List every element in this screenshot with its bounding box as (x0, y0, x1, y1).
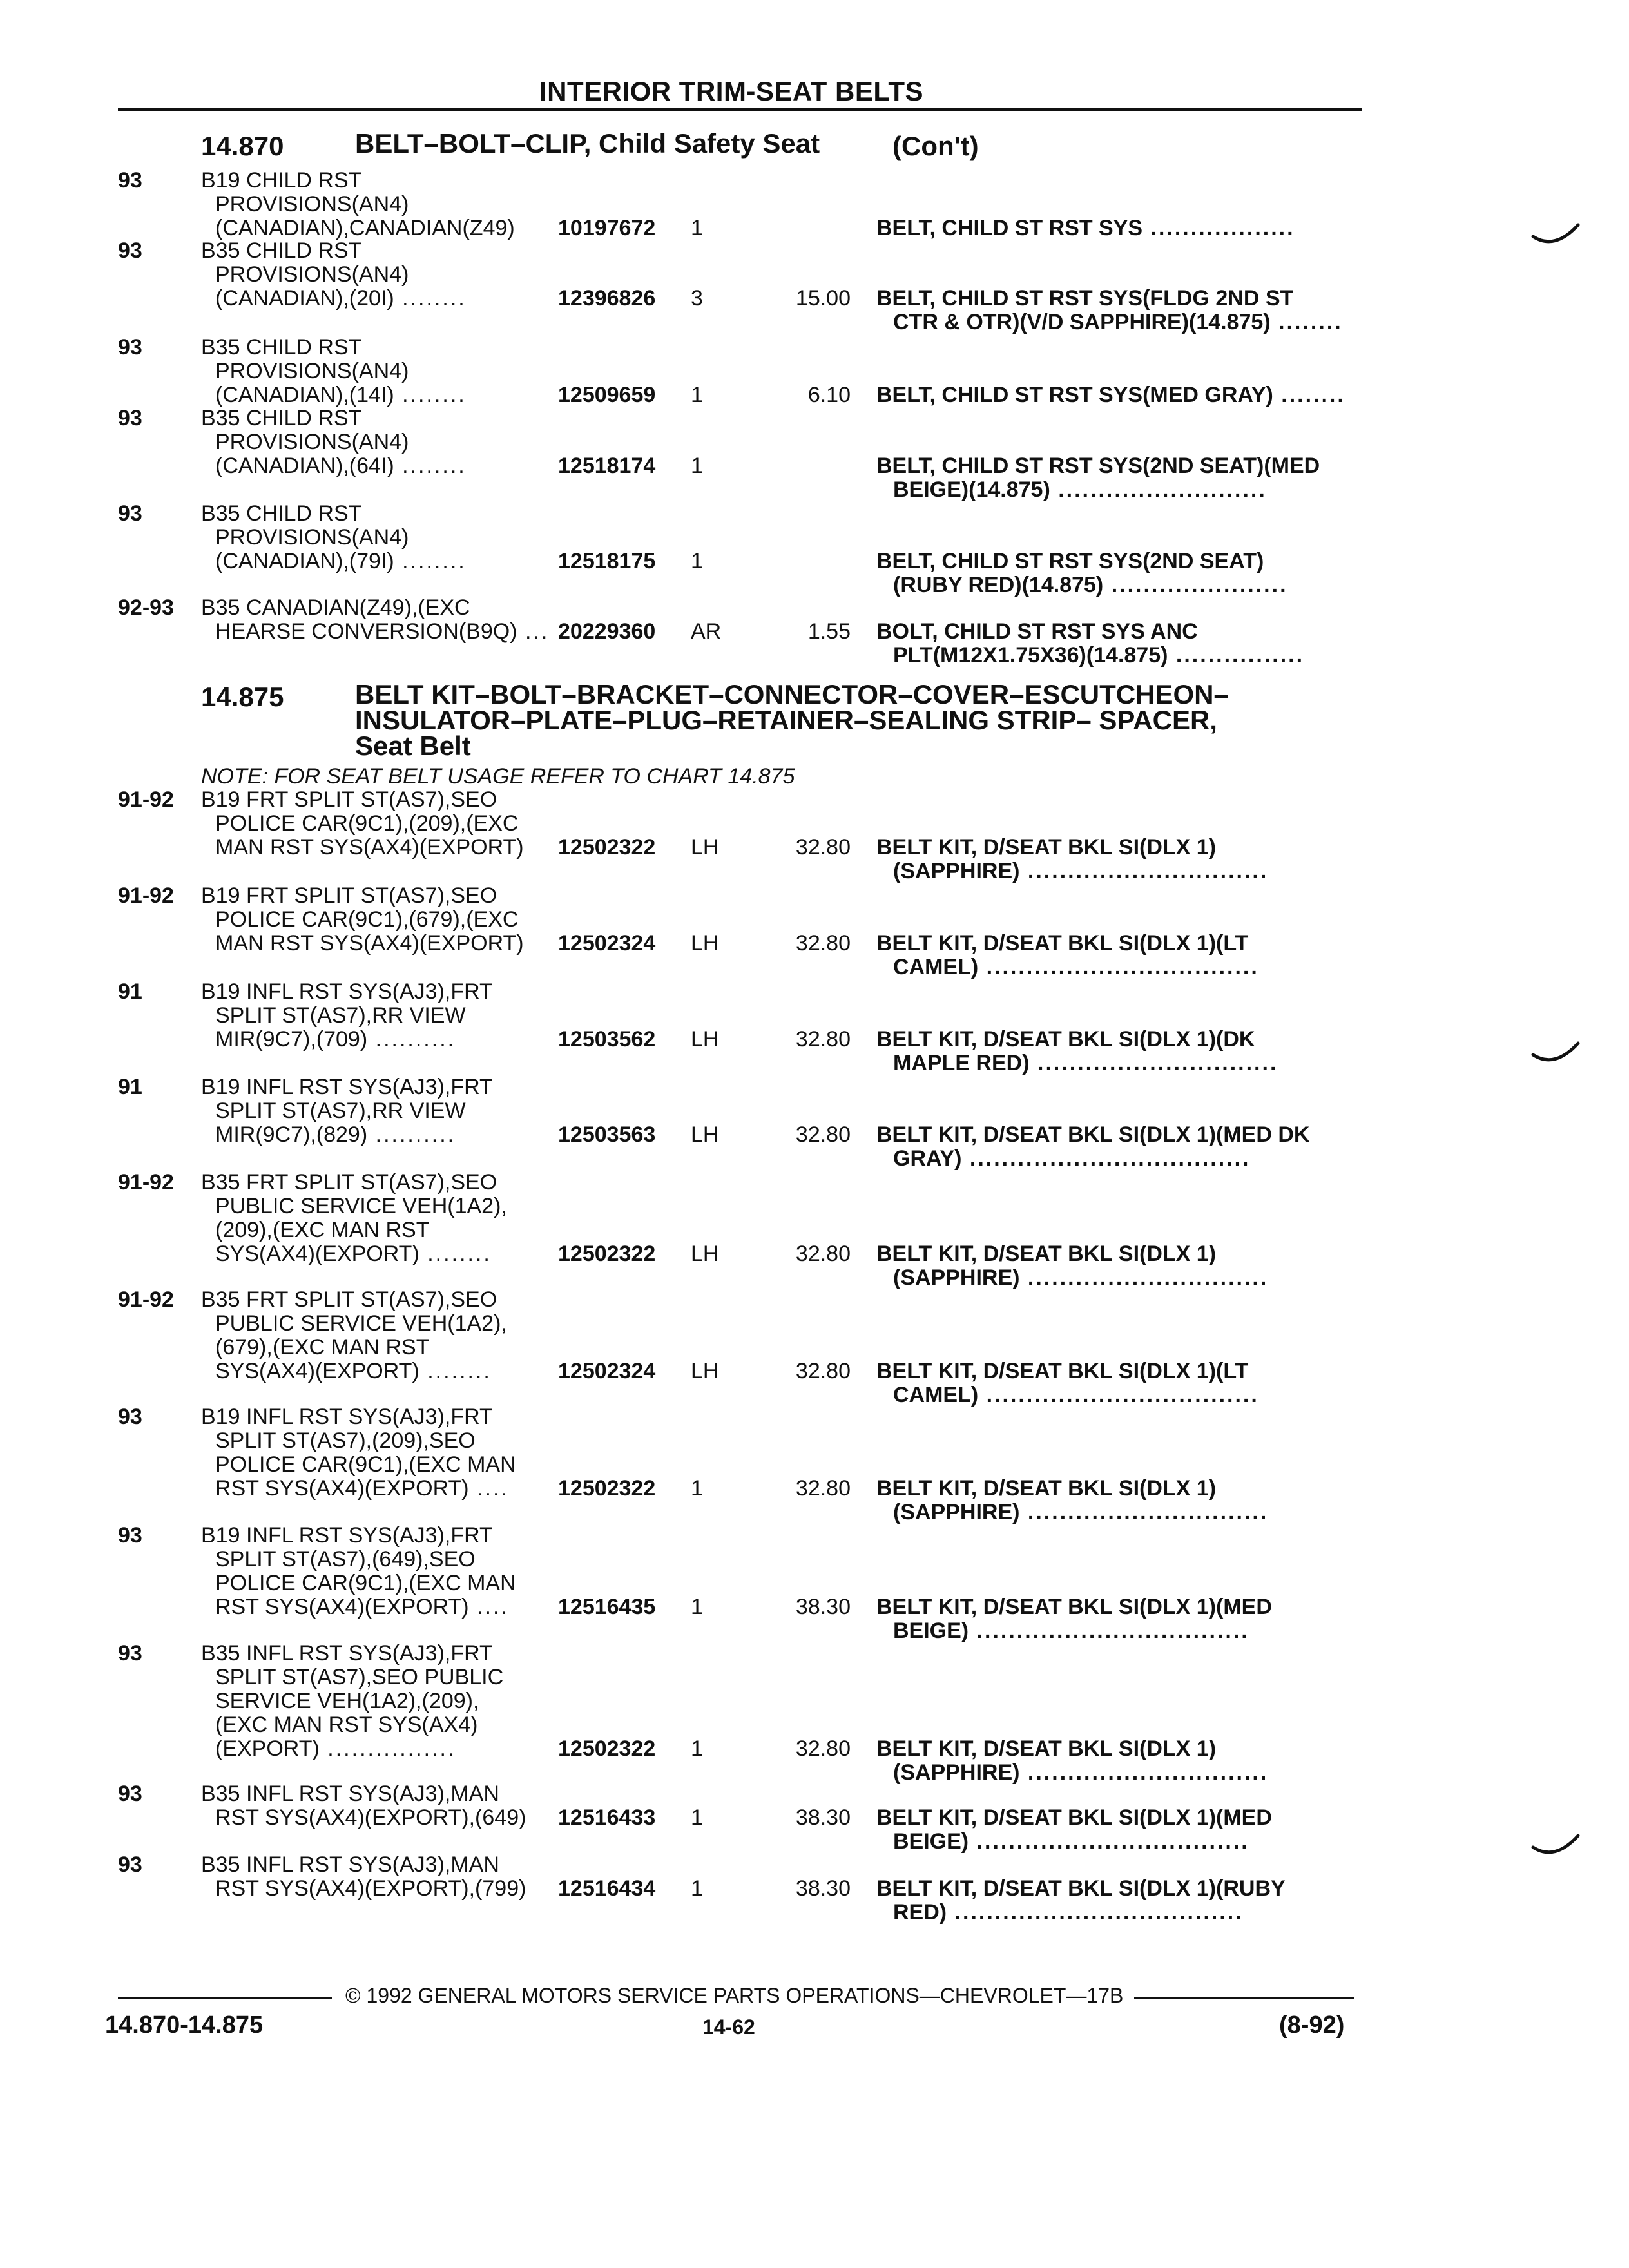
price: 38.30 (795, 1805, 851, 1830)
usage-line: RST SYS(AX4)(EXPORT),(799) (215, 1876, 526, 1901)
usage-line: SYS(AX4)(EXPORT) ........ (215, 1242, 492, 1266)
price: 32.80 (795, 1027, 851, 1052)
usage-line: B35 CHILD RST (201, 238, 362, 263)
part-name-line: BELT KIT, D/SEAT BKL SI(DLX 1) (876, 835, 1217, 860)
usage-line: MAN RST SYS(AX4)(EXPORT) (215, 835, 524, 860)
quantity: 1 (691, 549, 703, 573)
part-name-line: BELT KIT, D/SEAT BKL SI(DLX 1)(RUBY (876, 1876, 1286, 1901)
price: 32.80 (795, 931, 851, 956)
price: 15.00 (795, 286, 851, 311)
usage-line: POLICE CAR(9C1),(679),(EXC (215, 907, 519, 932)
usage-line: B35 INFL RST SYS(AJ3),FRT (201, 1641, 493, 1666)
leader-dots: ........ (1270, 310, 1343, 334)
check-mark-icon (1530, 1833, 1582, 1859)
leader-dots: .................................... (947, 1900, 1244, 1925)
quantity: LH (691, 1027, 719, 1052)
usage-description (201, 1782, 555, 1830)
usage-line: B19 INFL RST SYS(AJ3),FRT (201, 1405, 493, 1429)
footer-section-range: 14.870-14.875 (105, 2012, 264, 2039)
usage-line: (679),(EXC MAN RST (215, 1335, 430, 1360)
part-name (876, 1737, 1268, 1785)
section-title (355, 679, 1229, 761)
usage-line: (CANADIAN),(64I) ........ (215, 454, 467, 478)
quantity: 1 (691, 1736, 703, 1761)
model-year: 93 (118, 501, 142, 526)
part-number: 12502324 (558, 1359, 656, 1383)
part-number: 12502322 (558, 1242, 656, 1266)
usage-description (201, 239, 555, 311)
usage-line: (209),(EXC MAN RST (215, 1218, 430, 1242)
quantity: LH (691, 1122, 719, 1147)
part-name-line: (RUBY RED)(14.875) ...................... (893, 573, 1288, 597)
leader-dots: ........ (394, 549, 467, 573)
part-name-line: BEIGE) .................................. (893, 1619, 1249, 1643)
part-name-line: (SAPPHIRE) .............................. (893, 1265, 1269, 1290)
usage-description (201, 169, 555, 240)
part-name-line: GRAY) ................................... (893, 1146, 1251, 1171)
model-year: 91-92 (118, 883, 174, 908)
part-name-line: BELT KIT, D/SEAT BKL SI(DLX 1) (876, 1736, 1217, 1761)
usage-description (201, 788, 555, 860)
part-name-line: (SAPPHIRE) .............................. (893, 1760, 1269, 1785)
model-year: 93 (118, 238, 142, 263)
leader-dots: ........ (394, 286, 467, 311)
section-title-line: BELT KIT–BOLT–BRACKET–CONNECTOR–COVER–ESCUTCHEON– (355, 679, 1229, 709)
part-name (876, 1242, 1268, 1290)
part-name-line: BELT, CHILD ST RST SYS(MED GRAY) ........ (876, 383, 1345, 407)
quantity: LH (691, 1359, 719, 1383)
usage-line: MIR(9C7),(829) .......... (215, 1122, 456, 1147)
leader-dots: .............................. (1019, 859, 1269, 883)
part-name (876, 287, 1343, 334)
leader-dots: .................................. (969, 1829, 1249, 1854)
usage-line: HEARSE CONVERSION(B9Q) ... (215, 619, 550, 644)
section-title-line: Seat Belt (355, 731, 471, 761)
part-name-line: BELT KIT, D/SEAT BKL SI(DLX 1)(DK (876, 1027, 1255, 1052)
usage-line: (CANADIAN),(79I) ........ (215, 549, 467, 573)
part-name (876, 216, 1295, 240)
leader-dots: ................................... (961, 1146, 1251, 1171)
part-name (876, 1360, 1259, 1407)
usage-line: PROVISIONS(AN4) (215, 430, 409, 454)
usage-description (201, 1524, 555, 1619)
usage-line: B35 CHILD RST (201, 501, 362, 526)
header-rule (118, 108, 1362, 111)
usage-line: SPLIT ST(AS7),RR VIEW (215, 1099, 466, 1123)
usage-note: NOTE: FOR SEAT BELT USAGE REFER TO CHART 14.875 (201, 764, 795, 789)
model-year: 93 (118, 1782, 142, 1806)
usage-line: B19 CHILD RST (201, 168, 362, 193)
usage-line: SPLIT ST(AS7),(209),SEO (215, 1428, 476, 1453)
part-name (876, 1806, 1272, 1854)
usage-description (201, 884, 555, 956)
part-number: 12518175 (558, 549, 656, 573)
usage-description (201, 1288, 555, 1383)
usage-line: B35 FRT SPLIT ST(AS7),SEO (201, 1170, 497, 1195)
price: 32.80 (795, 1476, 851, 1501)
part-name (876, 932, 1259, 979)
part-name-line: BELT, CHILD ST RST SYS .................. (876, 216, 1295, 240)
part-name-line: BELT, CHILD ST RST SYS(FLDG 2ND ST (876, 286, 1294, 311)
price: 1.55 (807, 619, 851, 644)
price: 38.30 (795, 1876, 851, 1901)
usage-description (201, 336, 555, 407)
part-name-line: RED) .................................... (893, 1900, 1244, 1925)
quantity: LH (691, 1242, 719, 1266)
footer-rule-left (118, 1997, 332, 1999)
usage-line: PUBLIC SERVICE VEH(1A2), (215, 1194, 507, 1218)
model-year: 91-92 (118, 1287, 174, 1312)
usage-description (201, 980, 555, 1052)
part-name (876, 836, 1268, 883)
price: 32.80 (795, 1359, 851, 1383)
usage-line: PROVISIONS(AN4) (215, 192, 409, 216)
usage-description (201, 1853, 555, 1901)
section-title: BELT–BOLT–CLIP, Child Safety Seat (355, 128, 820, 159)
part-name-line: CAMEL) .................................. (893, 955, 1259, 979)
leader-dots: ........ (419, 1359, 492, 1383)
quantity: AR (691, 619, 722, 644)
footer-rule-right (1134, 1997, 1354, 1999)
part-name-line: CAMEL) .................................. (893, 1383, 1259, 1407)
price: 32.80 (795, 1736, 851, 1761)
model-year: 91-92 (118, 787, 174, 812)
leader-dots: .... (468, 1595, 509, 1619)
usage-description (201, 1075, 555, 1147)
part-name-line: (SAPPHIRE) .............................. (893, 1500, 1269, 1524)
usage-line: SPLIT ST(AS7),SEO PUBLIC (215, 1665, 504, 1689)
leader-dots: .............................. (1019, 1500, 1269, 1524)
usage-line: RST SYS(AX4)(EXPORT) .... (215, 1595, 509, 1619)
usage-line: (CANADIAN),(14I) ........ (215, 383, 467, 407)
part-number: 10197672 (558, 216, 656, 240)
leader-dots: ........ (1273, 383, 1345, 407)
usage-line: B35 INFL RST SYS(AJ3),MAN (201, 1852, 499, 1877)
leader-dots: ...................... (1103, 573, 1288, 597)
usage-description (201, 1642, 555, 1761)
quantity: 1 (691, 1595, 703, 1619)
usage-line: (CANADIAN),CANADIAN(Z49) (215, 216, 515, 240)
leader-dots: .... (468, 1476, 509, 1501)
usage-line: B19 FRT SPLIT ST(AS7),SEO (201, 883, 497, 908)
part-name-line: BELT KIT, D/SEAT BKL SI(DLX 1)(MED DK (876, 1122, 1310, 1147)
part-name-line: MAPLE RED) .............................. (893, 1051, 1278, 1075)
usage-line: B19 FRT SPLIT ST(AS7),SEO (201, 787, 497, 812)
leader-dots: .................................. (978, 1383, 1259, 1407)
part-name-line: BELT, CHILD ST RST SYS(2ND SEAT)(MED (876, 454, 1320, 478)
leader-dots: ........ (394, 383, 467, 407)
part-name-line: BELT, CHILD ST RST SYS(2ND SEAT) (876, 549, 1264, 573)
price: 32.80 (795, 1242, 851, 1266)
part-number: 12503562 (558, 1027, 656, 1052)
part-number: 12502322 (558, 1736, 656, 1761)
leader-dots: .................................. (969, 1619, 1249, 1643)
usage-line: MIR(9C7),(709) .......... (215, 1027, 456, 1052)
usage-line: RST SYS(AX4)(EXPORT) .... (215, 1476, 509, 1501)
usage-line: SPLIT ST(AS7),RR VIEW (215, 1003, 466, 1028)
part-name (876, 454, 1320, 502)
usage-line: B19 INFL RST SYS(AJ3),FRT (201, 1075, 493, 1099)
usage-line: (EXPORT) ................ (215, 1736, 456, 1761)
usage-line: B35 CHILD RST (201, 335, 362, 360)
usage-line: (EXC MAN RST SYS(AX4) (215, 1713, 478, 1737)
usage-line: B35 CHILD RST (201, 406, 362, 430)
part-number: 12516433 (558, 1805, 656, 1830)
part-name (876, 1477, 1268, 1524)
part-name-line: BELT KIT, D/SEAT BKL SI(DLX 1)(LT (876, 931, 1249, 956)
usage-description (201, 1171, 555, 1266)
usage-line: B19 INFL RST SYS(AJ3),FRT (201, 1523, 493, 1548)
leader-dots: ................ (319, 1736, 456, 1761)
footer-copyright: © 1992 GENERAL MOTORS SERVICE PARTS OPERATIONS—CHEVROLET—17B (345, 1984, 1124, 2007)
leader-dots: .......... (367, 1027, 456, 1052)
quantity: LH (691, 835, 719, 860)
usage-line: SERVICE VEH(1A2),(209), (215, 1689, 479, 1713)
part-name (876, 1028, 1278, 1075)
usage-line: POLICE CAR(9C1),(EXC MAN (215, 1452, 516, 1477)
model-year: 93 (118, 1641, 142, 1666)
part-number: 12509659 (558, 383, 656, 407)
quantity: 1 (691, 1805, 703, 1830)
footer-page-number: 14-62 (702, 2015, 755, 2039)
leader-dots: ................ (1168, 643, 1305, 668)
part-number: 12502322 (558, 835, 656, 860)
part-name-line: BELT KIT, D/SEAT BKL SI(DLX 1)(MED (876, 1595, 1272, 1619)
part-name-line: BEIGE) .................................. (893, 1829, 1249, 1854)
part-name (876, 550, 1288, 597)
section-number: 14.875 (201, 682, 284, 712)
section-title-line: INSULATOR–PLATE–PLUG–RETAINER–SEALING STRIP– SPACER, (355, 705, 1217, 735)
model-year: 92-93 (118, 595, 174, 620)
price: 38.30 (795, 1595, 851, 1619)
usage-line: B19 INFL RST SYS(AJ3),FRT (201, 979, 493, 1004)
section-continued: (Con't) (892, 131, 979, 161)
quantity: 1 (691, 383, 703, 407)
usage-line: POLICE CAR(9C1),(EXC MAN (215, 1571, 516, 1595)
part-name-line: BEIGE)(14.875) .......................... (893, 477, 1267, 502)
usage-line: PROVISIONS(AN4) (215, 262, 409, 287)
quantity: 1 (691, 1476, 703, 1501)
part-number: 12502322 (558, 1476, 656, 1501)
part-number: 12396826 (558, 286, 656, 311)
part-name-line: BELT KIT, D/SEAT BKL SI(DLX 1)(LT (876, 1359, 1249, 1383)
part-name (876, 620, 1304, 668)
usage-line: B35 INFL RST SYS(AJ3),MAN (201, 1782, 499, 1806)
price: 32.80 (795, 835, 851, 860)
part-number: 12518174 (558, 454, 656, 478)
usage-line: PUBLIC SERVICE VEH(1A2), (215, 1311, 507, 1336)
quantity: 1 (691, 1876, 703, 1901)
part-name-line: CTR & OTR)(V/D SAPPHIRE)(14.875) ........ (893, 310, 1343, 334)
usage-description (201, 407, 555, 478)
leader-dots: ... (517, 619, 550, 644)
quantity: 3 (691, 286, 703, 311)
leader-dots: ........ (394, 454, 467, 478)
check-mark-icon (1530, 222, 1582, 248)
part-name-line: BELT KIT, D/SEAT BKL SI(DLX 1)(MED (876, 1805, 1272, 1830)
part-number: 12516434 (558, 1876, 656, 1901)
part-number: 20229360 (558, 619, 656, 644)
model-year: 91-92 (118, 1170, 174, 1195)
usage-line: PROVISIONS(AN4) (215, 525, 409, 550)
model-year: 93 (118, 1405, 142, 1429)
leader-dots: .............................. (1029, 1051, 1278, 1075)
part-number: 12503563 (558, 1122, 656, 1147)
leader-dots: .................. (1142, 216, 1295, 240)
part-name-line: BOLT, CHILD ST RST SYS ANC (876, 619, 1198, 644)
usage-line: PROVISIONS(AN4) (215, 359, 409, 383)
check-mark-icon (1530, 1041, 1582, 1066)
usage-description (201, 596, 555, 644)
leader-dots: .............................. (1019, 1265, 1269, 1290)
model-year: 93 (118, 1852, 142, 1877)
usage-line: SPLIT ST(AS7),(649),SEO (215, 1547, 476, 1571)
part-name-line: BELT KIT, D/SEAT BKL SI(DLX 1) (876, 1476, 1217, 1501)
part-name (876, 1877, 1286, 1925)
usage-line: POLICE CAR(9C1),(209),(EXC (215, 811, 519, 836)
price: 32.80 (795, 1122, 851, 1147)
leader-dots: .......................... (1050, 477, 1267, 502)
part-number: 12502324 (558, 931, 656, 956)
leader-dots: ........ (419, 1242, 492, 1266)
price: 6.10 (807, 383, 851, 407)
quantity: 1 (691, 216, 703, 240)
leader-dots: .......... (367, 1122, 456, 1147)
part-number: 12516435 (558, 1595, 656, 1619)
usage-line: RST SYS(AX4)(EXPORT),(649) (215, 1805, 526, 1830)
model-year: 91 (118, 1075, 142, 1099)
part-name (876, 383, 1345, 407)
model-year: 93 (118, 168, 142, 193)
model-year: 93 (118, 1523, 142, 1548)
part-name-line: BELT KIT, D/SEAT BKL SI(DLX 1) (876, 1242, 1217, 1266)
page-title: INTERIOR TRIM-SEAT BELTS (539, 76, 924, 106)
usage-description (201, 502, 555, 573)
part-name (876, 1595, 1272, 1643)
quantity: LH (691, 931, 719, 956)
model-year: 93 (118, 335, 142, 360)
section-number: 14.870 (201, 131, 284, 161)
part-name-line: PLT(M12X1.75X36)(14.875) ................ (893, 643, 1305, 668)
usage-line: B35 CANADIAN(Z49),(EXC (201, 595, 470, 620)
usage-line: B35 FRT SPLIT ST(AS7),SEO (201, 1287, 497, 1312)
usage-line: (CANADIAN),(20I) ........ (215, 286, 467, 311)
model-year: 93 (118, 406, 142, 430)
usage-line: SYS(AX4)(EXPORT) ........ (215, 1359, 492, 1383)
leader-dots: .................................. (978, 955, 1259, 979)
usage-line: MAN RST SYS(AX4)(EXPORT) (215, 931, 524, 956)
leader-dots: .............................. (1019, 1760, 1269, 1785)
usage-description (201, 1405, 555, 1501)
footer-date: (8-92) (1279, 2012, 1345, 2039)
model-year: 91 (118, 979, 142, 1004)
part-name-line: (SAPPHIRE) .............................. (893, 859, 1269, 883)
quantity: 1 (691, 454, 703, 478)
part-name (876, 1123, 1309, 1171)
